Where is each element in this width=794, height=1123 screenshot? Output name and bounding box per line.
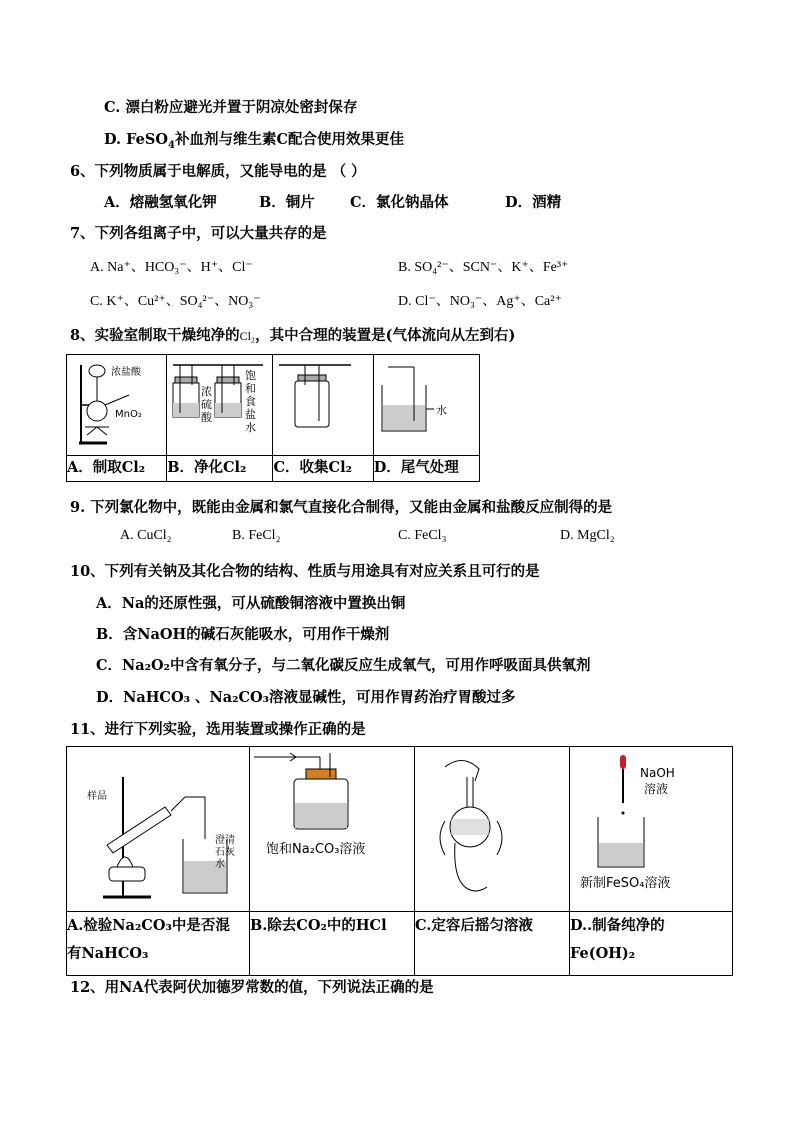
q8-collector-diagram: [273, 355, 371, 451]
q5-option-c: C. 漂白粉应避光并置于阴凉处密封保存: [104, 99, 358, 116]
q11-washbottle-diagram: [250, 747, 414, 907]
q6-option-d: D．酒精: [505, 194, 562, 211]
q8-h2so4-char-1: 浓: [201, 385, 213, 398]
q11-caption-b: [250, 912, 415, 976]
q7-option-d: D. Cl⁻、NO₃⁻、Ag⁺、Ca²⁺: [398, 294, 562, 309]
q11-naoh-2: 溶液: [644, 782, 669, 796]
q8-washbottles-diagram: [167, 355, 271, 451]
q6-stem: 6、下列物质属于电解质，又能导电的是 （ ）: [70, 163, 366, 180]
q11-caption-a: [67, 912, 250, 976]
q8-h2so4-char-3: 酸: [201, 411, 213, 424]
q11-limewater-2: 石灰: [215, 847, 235, 858]
q8-label-mno2: MnO₂: [115, 409, 142, 420]
q8-stem-suffix: ，其中合理的装置是(气体流向从左到右): [255, 327, 516, 344]
q11-caption-d-line2: Fe(OH)₂: [570, 945, 636, 962]
q8-generator-diagram: [67, 355, 165, 451]
q8-stem-chem: Cl₂: [239, 329, 256, 343]
q11-cell-c: [415, 747, 570, 912]
q10-option-a: A．Na的还原性强，可从硫酸铜溶液中置换出铜: [96, 595, 406, 612]
q8-brine-char-4: 盐: [245, 408, 257, 421]
q11-caption-d: [570, 912, 733, 976]
q8-stem: [70, 324, 515, 345]
q8-brine-char-2: 和: [245, 382, 257, 395]
q8-caption-c: C．收集Cl₂: [273, 456, 373, 482]
q11-caption-d-line1: D..制备纯净的: [570, 917, 665, 934]
q5-d-suffix: 补血剂与维生素C配合使用效果更佳: [174, 131, 404, 148]
q5-d-sub: 4: [167, 139, 175, 151]
q11-cell-b: [250, 747, 415, 912]
q9-stem: 9. 下列氯化物中，既能由金属和氯气直接化合制得，又能由金属和盐酸反应制得的是: [70, 499, 613, 516]
q11-apparatus-table: [66, 746, 733, 976]
q8-brine-char-1: 饱: [245, 369, 257, 382]
q7-option-b: B. SO₄²⁻、SCN⁻、K⁺、Fe³⁺: [398, 260, 569, 275]
q8-absorber-diagram: [374, 355, 478, 451]
q11-caption-c-line1: C.定容后摇匀溶液: [415, 917, 533, 934]
q9-option-a: A. CuCl₂: [120, 528, 172, 543]
q6-option-c: C．氯化钠晶体: [350, 194, 449, 211]
q11-heating-diagram: [67, 747, 249, 907]
q8-caption-a: A．制取Cl₂: [67, 456, 167, 482]
q6-option-b: B．铜片: [259, 194, 315, 211]
q9-option-b: B. FeCl₂: [232, 528, 281, 543]
q11-volumetric-flask-diagram: [415, 747, 569, 907]
q8-caption-d: D．尾气处理: [373, 456, 479, 482]
q10-option-b: B．含NaOH的碱石灰能吸水，可用作干燥剂: [96, 626, 390, 643]
q8-cell-c: [273, 355, 373, 456]
q9-option-d: D. MgCl₂: [560, 528, 615, 543]
q11-caption-a-line1: A.检验Na₂CO₃中是否混: [67, 917, 230, 934]
q12-stem: 12、用NA代表阿伏加德罗常数的值，下列说法正确的是: [70, 979, 434, 996]
q8-brine-char-5: 水: [245, 421, 257, 434]
q8-h2so4-char-2: 硫: [201, 398, 213, 411]
q11-label-feso4: 新制FeSO₄溶液: [580, 876, 671, 891]
q11-label-na2co3: 饱和Na₂CO₃溶液: [266, 842, 366, 857]
q7-option-a: A. Na⁺、HCO₃⁻、H⁺、Cl⁻: [90, 260, 253, 275]
q7-option-c: C. K⁺、Cu²⁺、SO₄²⁻、NO₃⁻: [90, 294, 261, 309]
q8-cell-d: [373, 355, 479, 456]
q7-stem: 7、下列各组离子中，可以大量共存的是: [70, 225, 327, 242]
q11-dropper-diagram: [570, 747, 732, 907]
q11-caption-a-line2: 有NaHCO₃: [67, 945, 149, 962]
q9-option-c: C. FeCl₃: [398, 528, 447, 543]
q10-option-c: C．Na₂O₂中含有氧分子，与二氧化碳反应生成氧气，可用作呼吸面具供氧剂: [96, 657, 591, 674]
q11-limewater-1: 澄清: [215, 835, 235, 846]
q11-label-sample: 样品: [87, 791, 107, 802]
q5-option-d: [104, 128, 404, 151]
q8-cell-a: [67, 355, 167, 456]
q11-cell-d: [570, 747, 733, 912]
q8-brine-char-3: 食: [245, 395, 257, 408]
q8-cell-b: [167, 355, 273, 456]
q11-cell-a: [67, 747, 250, 912]
q8-label-acid: 浓盐酸: [111, 367, 141, 378]
q8-stem-prefix: 8、实验室制取干燥纯净的: [70, 327, 240, 344]
q8-caption-b: B．净化Cl₂: [167, 456, 273, 482]
q8-apparatus-table: [66, 354, 480, 482]
q11-caption-c: [415, 912, 570, 976]
q11-limewater-3: 水: [215, 859, 225, 870]
q6-option-a: A．熔融氢氧化钾: [104, 194, 217, 211]
q10-option-d: D．NaHCO₃ 、Na₂CO₃溶液显碱性，可用作胃药治疗胃酸过多: [96, 689, 516, 706]
q5-d-prefix: D. FeSO: [104, 131, 168, 148]
q11-stem: 11、进行下列实验，选用装置或操作正确的是: [70, 721, 366, 738]
q8-label-water: 水: [435, 404, 447, 417]
q11-caption-b-line1: B.除去CO₂中的HCl: [250, 917, 387, 934]
q10-stem: 10、下列有关钠及其化合物的结构、性质与用途具有对应关系且可行的是: [70, 563, 540, 580]
q11-naoh-1: NaOH: [640, 766, 675, 780]
